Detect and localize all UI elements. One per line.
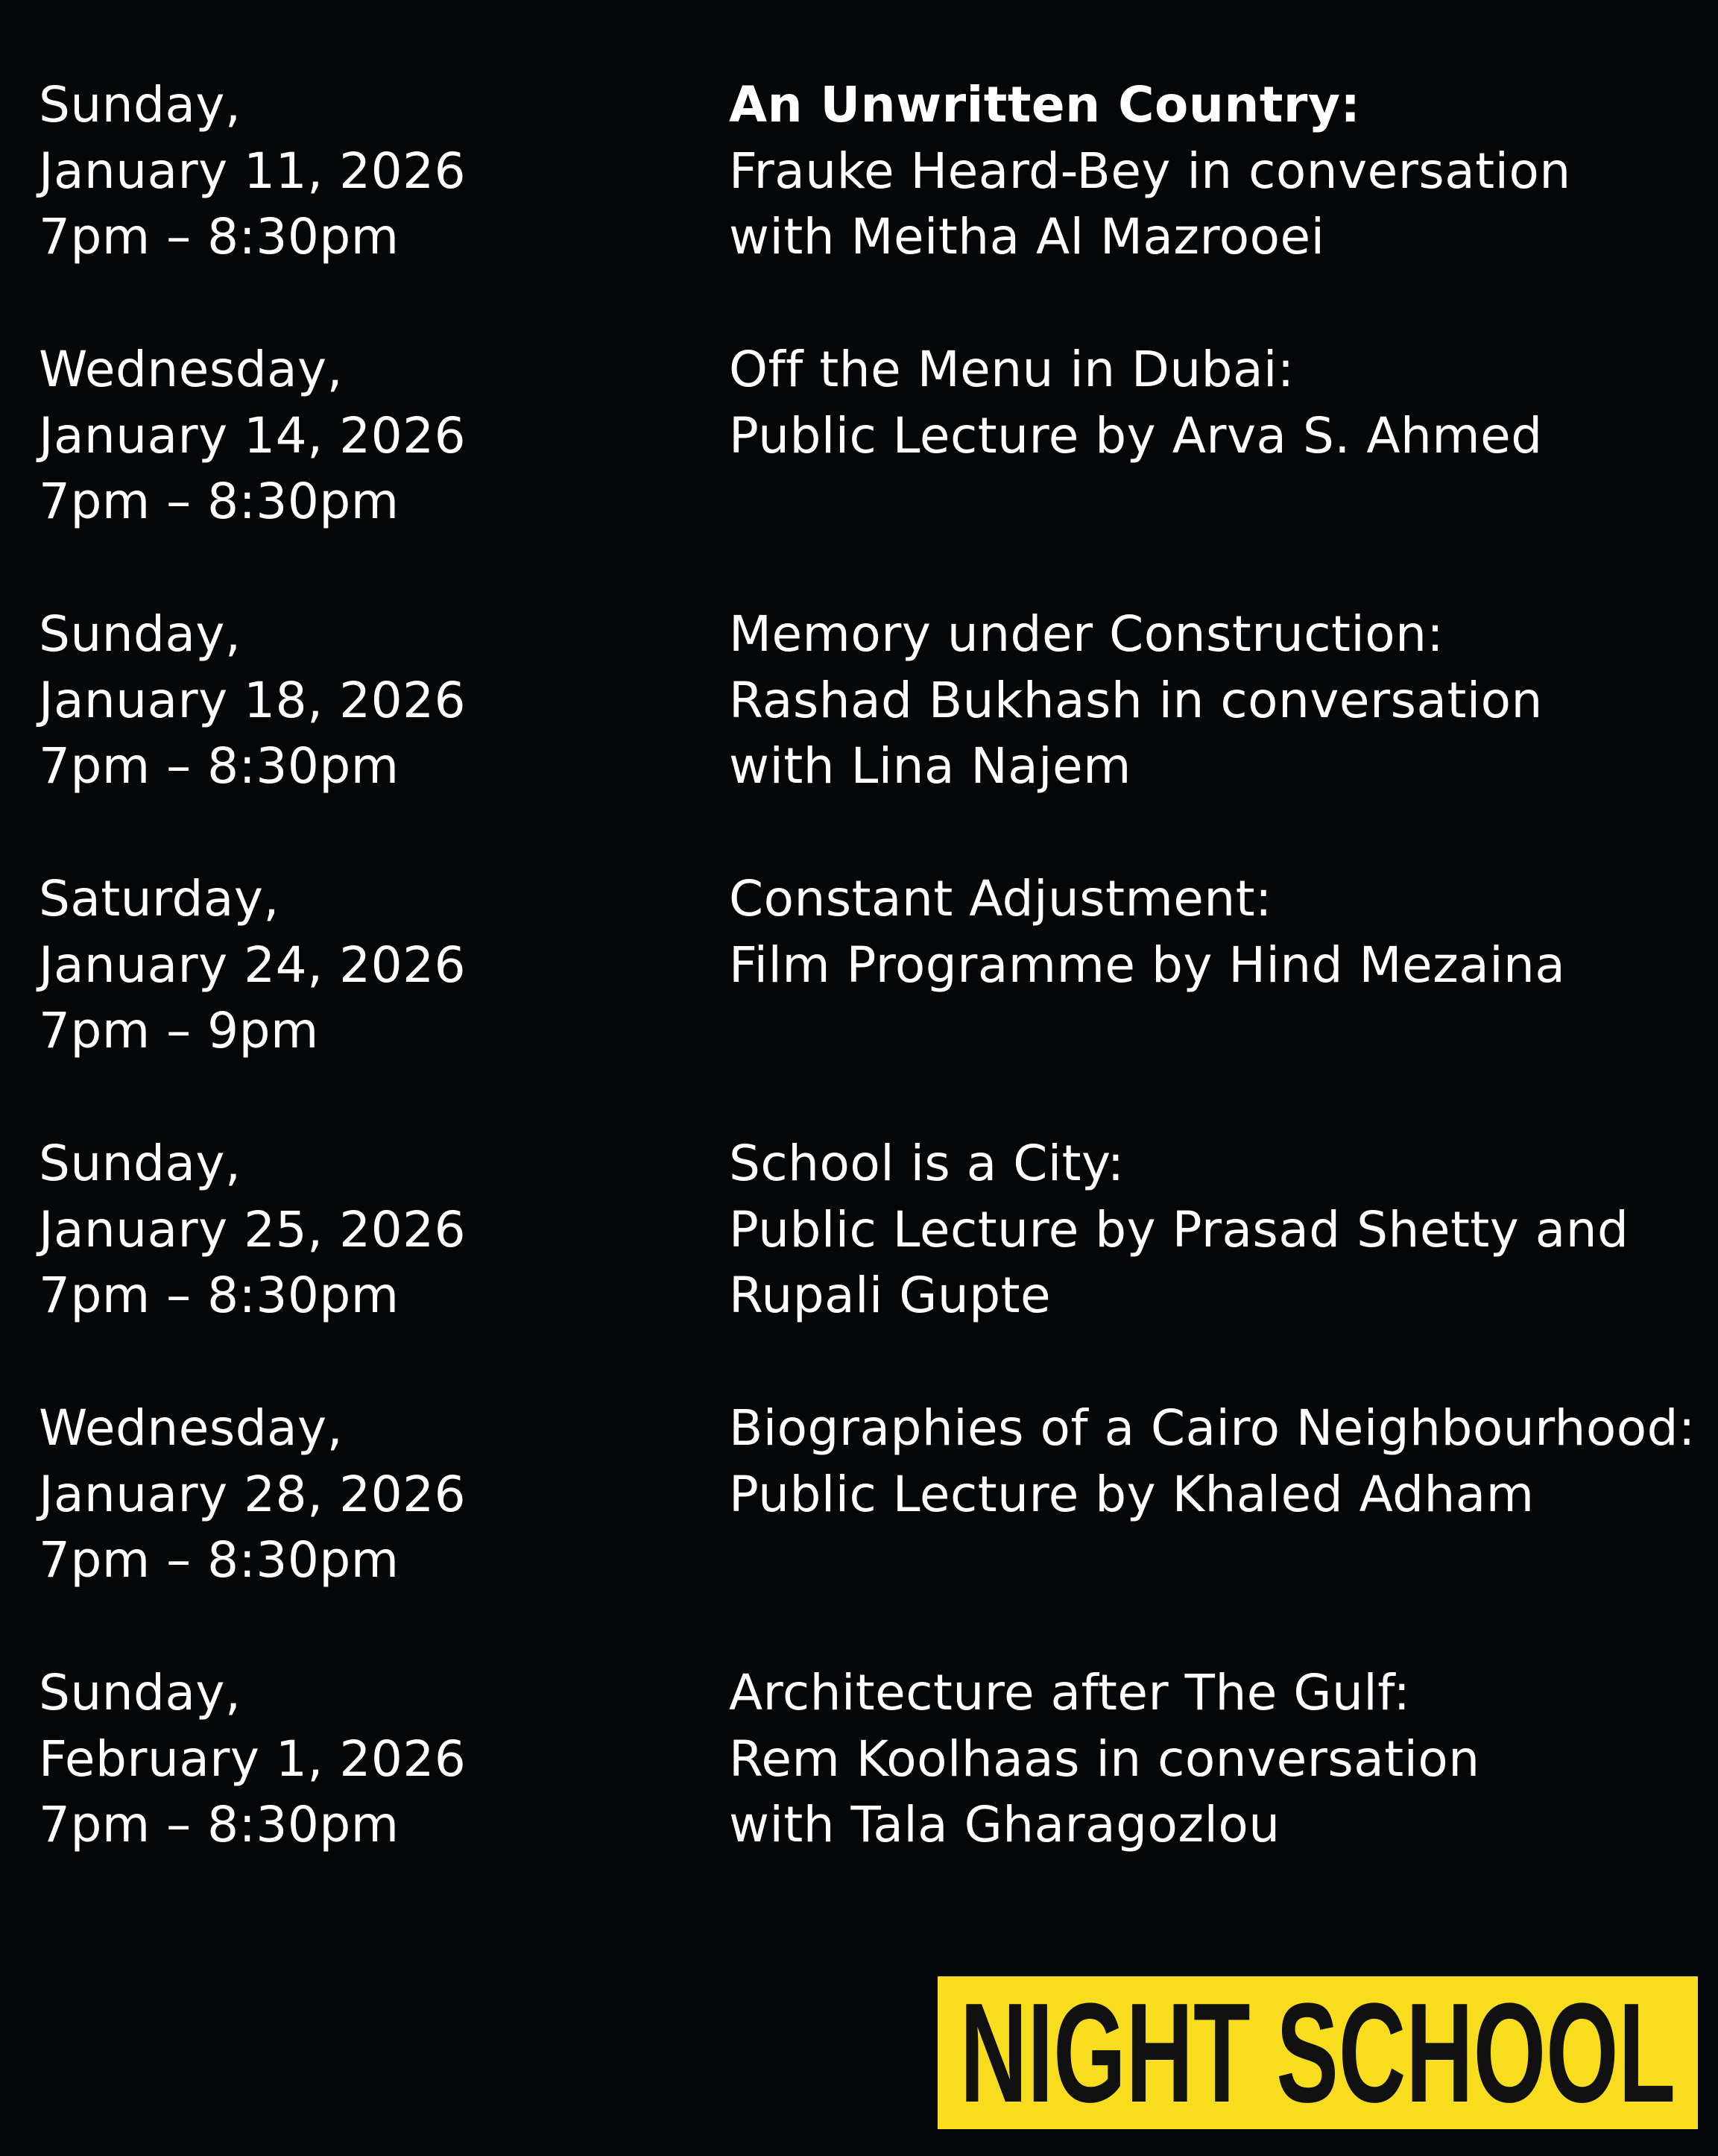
event-date: January 28, 2026 (39, 1465, 467, 1523)
event-time: 7pm – 8:30pm (39, 473, 400, 530)
event-day: Sunday, (39, 605, 241, 663)
event-date-block (39, 1396, 695, 1594)
event-date: January 24, 2026 (39, 936, 467, 994)
event-title: School is a City: (729, 1135, 1125, 1192)
event-subtitle-line: with Tala Gharagozlou (729, 1796, 1280, 1853)
event-title: Constant Adjustment: (729, 870, 1272, 927)
event-date: January 11, 2026 (39, 142, 467, 200)
event-date-block (39, 866, 695, 1065)
event-time: 7pm – 8:30pm (39, 737, 400, 795)
event-day: Sunday, (39, 1664, 241, 1721)
event-time: 7pm – 8:30pm (39, 208, 400, 265)
event-subtitle-line (729, 469, 1698, 535)
logo-text: NIGHT SCHOOL (960, 1985, 1676, 2120)
event-date-block (39, 1660, 695, 1859)
event-date-block (39, 1131, 695, 1329)
event-day: Wednesday, (39, 1399, 344, 1457)
event-time: 7pm – 9pm (39, 1002, 319, 1059)
event-subtitle-line: Frauke Heard-Bey in conversation (729, 142, 1571, 200)
event-subtitle-line: with Meitha Al Mazrooei (729, 208, 1325, 265)
event-title: Memory under Construction: (729, 605, 1444, 663)
event-day: Sunday, (39, 76, 241, 133)
event-date-block (39, 602, 695, 800)
event-time: 7pm – 8:30pm (39, 1796, 400, 1853)
event-subtitle-line: Public Lecture by Prasad Shetty and (729, 1200, 1629, 1258)
event-subtitle-line (729, 1528, 1698, 1594)
event-description-block (729, 337, 1698, 535)
event-description-block (729, 866, 1698, 1065)
event-subtitle-line: Film Programme by Hind Mezaina (729, 936, 1566, 994)
event-description-block (729, 602, 1698, 800)
event-description-block (729, 1660, 1698, 1859)
night-school-logo (938, 1976, 1698, 2129)
event-subtitle-line: Public Lecture by Khaled Adham (729, 1465, 1535, 1523)
event-date: January 18, 2026 (39, 671, 467, 729)
event-subtitle-line: with Lina Najem (729, 737, 1131, 795)
event-date: January 14, 2026 (39, 406, 467, 464)
event-time: 7pm – 8:30pm (39, 1267, 400, 1324)
event-title: Off the Menu in Dubai: (729, 341, 1295, 398)
event-day: Wednesday, (39, 341, 344, 398)
event-title: Architecture after The Gulf: (729, 1664, 1411, 1721)
event-day: Sunday, (39, 1135, 241, 1192)
event-date: January 25, 2026 (39, 1200, 467, 1258)
event-time: 7pm – 8:30pm (39, 1531, 400, 1589)
event-subtitle-line (729, 998, 1698, 1065)
event-title: Biographies of a Cairo Neighbourhood: (729, 1399, 1696, 1457)
event-subtitle-line: Rem Koolhaas in conversation (729, 1730, 1480, 1788)
event-description-block (729, 72, 1698, 271)
event-date-block (39, 72, 695, 271)
event-subtitle-line: Rupali Gupte (729, 1267, 1052, 1324)
event-subtitle-line: Rashad Bukhash in conversation (729, 671, 1543, 729)
event-date: February 1, 2026 (39, 1730, 467, 1788)
event-description-block (729, 1131, 1698, 1329)
night-school-wordmark (949, 1986, 1687, 2120)
event-date-block (39, 337, 695, 535)
event-description-block (729, 1396, 1698, 1594)
event-subtitle-line: Public Lecture by Arva S. Ahmed (729, 406, 1543, 464)
event-title: An Unwritten Country: (729, 76, 1361, 133)
event-day: Saturday, (39, 870, 280, 927)
